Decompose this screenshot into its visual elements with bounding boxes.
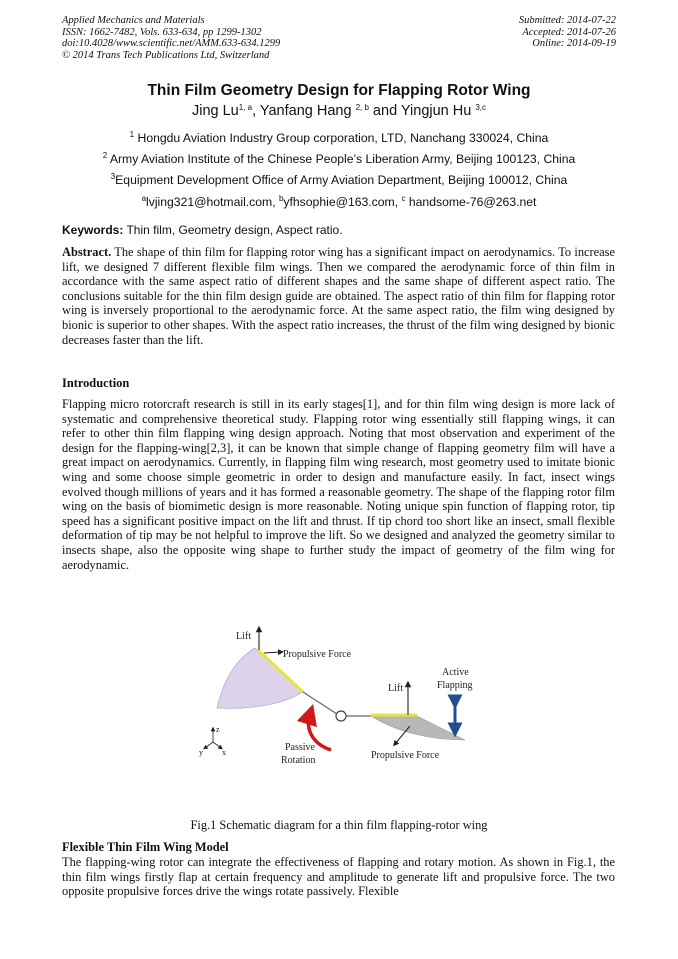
author-line [0, 103, 678, 119]
author-sup: 2, b [355, 103, 369, 112]
introduction-heading: Introduction [62, 376, 130, 390]
label-flapping: Flapping [437, 680, 473, 691]
abstract-text: The shape of thin film for flapping rotor wing has a significant impact on aerodynamics. To increase lift, we designed 7 different flexible film wings. Then we compared the aerodynamic force of thin film in accordance with the same aspect ratio of different shapes and the same shape of different aspect ratio. The conclusions suitable for the thin film design guide are obtained. The aspect ratio of thin film for flapping rotor wing is inversely proportional to the aerodynamic force. At the same aspect ratio, the film wing designed by bionic is superior to other shapes. With the aspect ratio increases, the thrust of the film wing designed by bionic decreases faster than the lift. [62, 245, 615, 347]
introduction-text: Flapping micro rotorcraft research is still in its early stages[1], and for thin film wing design is more lack of systematic and comprehensive theoretical study. Flapping rotor wing essentially still flapping wings, it can refer to other thin film flapping wing design approach. Noting that most observation and experiment of the design for the flapping-wing[2,3], it can be known that simple change of flapping geometry film will have a great impact on aerodynamics. Currently, in flapping film wing research, most geometry used to imitate bionic wing and some choose simple geometric in order to design and manufacture easily. In fact, insect wings evolved though millions of years and it has formed a reasonable geometry. The shape of the flapping rotor film wing on the basis of biomimetic design is more reasonable. Noting unique spin function of flapping rotor, tip speed has a significant positive impact on the lift and thrust. If tip chord too short like an insect, small flexible deformation of tip may be not helpful to improve the lift. So we designed and analyzed the geometry similar to insects shape, also the opposite wing shape to further study the impact of geometry of the film wing for aerodynamic. [62, 397, 615, 572]
copyright-line: © 2014 Trans Tech Publications Ltd, Switzerland [62, 49, 270, 61]
dates-info [519, 15, 616, 50]
propulsive-arrow-top [264, 652, 281, 653]
figure-caption: Fig.1 Schematic diagram for a thin film flapping-rotor wing [190, 818, 488, 832]
label-propulsive-top: Propulsive Force [283, 649, 352, 660]
author-separator: and [368, 103, 401, 119]
submitted-date: Submitted: 2014-07-22 [518, 15, 616, 26]
affiliation-2 [0, 152, 678, 166]
email-address: handsome-76@263.net [405, 195, 537, 209]
label-lift-left: Lift [236, 631, 251, 642]
model-text: The flapping-wing rotor can integrate the effectiveness of flapping and rotary motion. As shown in Fig.1, the thin film wings firstly flap at certain frequency and amplitude to generate lift and propulsive force. The two opposite propulsive forces drive the wings rotate passively. Flexible [62, 855, 615, 899]
affiliation-text: Equipment Development Office of Army Aviation Department, Beijing 100012, China [115, 173, 568, 187]
label-active: Active [442, 667, 469, 678]
right-wing-film [371, 716, 465, 740]
affiliation-sup: 1 [129, 130, 135, 139]
keywords-label: Keywords: [62, 223, 124, 237]
rotor-arm [303, 692, 340, 716]
keywords [62, 223, 343, 237]
axis-z-label: z [216, 725, 220, 734]
abstract-label: Abstract. [62, 245, 112, 259]
journal-info [62, 15, 280, 61]
email-line [0, 195, 678, 209]
keywords-text: Thin film, Geometry design, Aspect ratio. [123, 223, 343, 237]
doi-line: doi:10.4028/www.scientific.net/AMM.633-634.1299 [62, 38, 281, 49]
rotor-hub [336, 711, 346, 721]
email-sup: c [401, 194, 406, 203]
author-name: Jing Lu [191, 103, 239, 119]
abstract [62, 245, 615, 347]
label-lift-right: Lift [388, 683, 403, 694]
email-address: yfhsophie@163.com, [283, 195, 402, 209]
accepted-date: Accepted: 2014-07-26 [522, 26, 616, 38]
author-sup: 3,c [475, 103, 487, 112]
online-date: Online: 2014-09-19 [532, 38, 616, 49]
email-sup: a [141, 194, 147, 203]
affiliation-3 [0, 173, 678, 187]
issn-line: ISSN: 1662-7482, Vols. 633-634, pp 1299-1302 [62, 26, 262, 38]
email-sup: b [278, 194, 284, 203]
label-passive: Passive [285, 742, 315, 753]
author-separator: , [252, 103, 260, 119]
affiliation-text: Army Aviation Institute of the Chinese People’s Liberation Army, Beijing 100123, China [107, 152, 576, 166]
affiliation-text: Hongdu Aviation Industry Group corporation, LTD, Nanchang 330024, China [134, 131, 549, 145]
email-address: lvjing321@hotmail.com, [146, 195, 279, 209]
model-heading: Flexible Thin Film Wing Model [62, 840, 229, 854]
label-propulsive-bottom: Propulsive Force [371, 750, 440, 761]
affiliation-sup: 2 [102, 151, 108, 160]
axis-y-line [205, 742, 213, 748]
journal-name: Applied Mechanics and Materials [62, 15, 205, 26]
axis-x-line [213, 742, 221, 748]
author-name: Yanfang Hang [259, 103, 352, 119]
affiliation-1 [0, 131, 678, 145]
label-rotation: Rotation [281, 755, 316, 766]
axis-y-label: y [199, 748, 203, 757]
author-sup: 1, a [238, 103, 253, 112]
paper-title: Thin Film Geometry Design for Flapping Rotor Wing [147, 82, 531, 99]
axis-x-label: x [222, 748, 226, 757]
author-name: Yingjun Hu [400, 103, 472, 119]
figure-flapping-rotor [195, 622, 485, 770]
affiliation-sup: 3 [110, 172, 116, 181]
